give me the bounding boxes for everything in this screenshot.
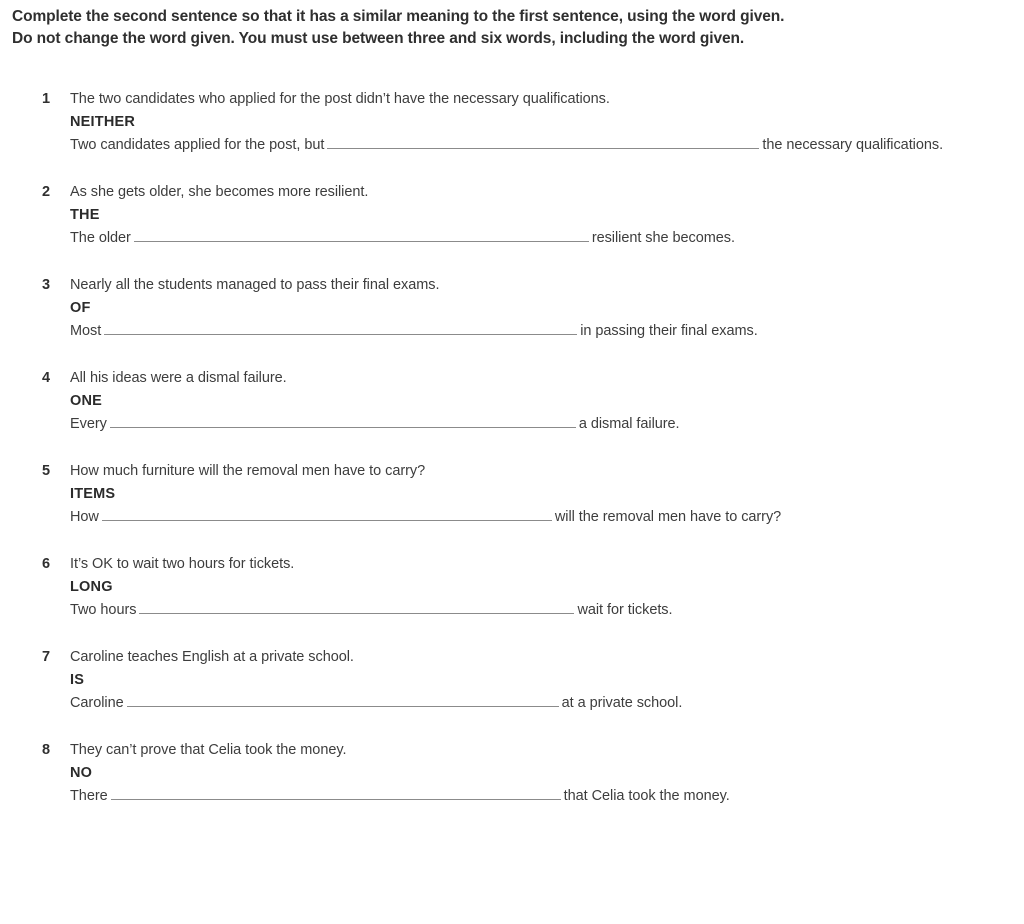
answer-text-after: the necessary qualifications.	[762, 137, 944, 153]
answer-text-before: Caroline	[70, 695, 124, 711]
question-item	[0, 460, 1024, 529]
answer-blank[interactable]	[104, 321, 577, 335]
question-item	[0, 553, 1024, 622]
answer-blank[interactable]	[102, 507, 552, 521]
answer-text-after: at a private school.	[561, 695, 683, 711]
answer-text-before: The older	[70, 230, 131, 246]
answer-blank[interactable]	[110, 414, 576, 428]
question-answer-line	[70, 227, 1024, 250]
question-prompt: As she gets older, she becomes more resilient.	[70, 184, 369, 200]
answer-blank[interactable]	[111, 786, 561, 800]
question-number: 1	[42, 91, 51, 107]
answer-text-after: will the removal men have to carry?	[554, 509, 782, 525]
answer-blank[interactable]	[134, 228, 589, 242]
instructions-line-1: Complete the second sentence so that it has a similar meaning to the first sentence, using the word given.	[12, 8, 785, 25]
answer-blank[interactable]	[327, 135, 759, 149]
answer-text-after: in passing their final exams.	[580, 323, 758, 339]
answer-text-before: Every	[70, 416, 107, 432]
question-keyword: ITEMS	[70, 486, 116, 502]
question-number: 5	[42, 463, 51, 479]
question-keyword: THE	[70, 207, 100, 223]
question-item	[0, 646, 1024, 715]
question-prompt: How much furniture will the removal men have to carry?	[70, 463, 426, 479]
question-prompt: The two candidates who applied for the post didn’t have the necessary qualifications.	[70, 91, 610, 107]
question-item	[0, 739, 1024, 808]
answer-text-before: There	[70, 788, 108, 804]
question-answer-line	[70, 785, 1024, 808]
question-number: 2	[42, 184, 51, 200]
question-item	[0, 88, 1024, 157]
answer-text-before: Most	[70, 323, 102, 339]
answer-blank[interactable]	[139, 600, 574, 614]
question-item	[0, 367, 1024, 436]
answer-text-after: wait for tickets.	[577, 602, 673, 618]
question-answer-line	[70, 506, 1024, 529]
answer-text-after: resilient she becomes.	[591, 230, 735, 246]
answer-text-after: a dismal failure.	[578, 416, 680, 432]
question-prompt: Nearly all the students managed to pass their final exams.	[70, 277, 440, 293]
answer-text-before: How	[70, 509, 99, 525]
question-keyword: IS	[70, 672, 85, 688]
instructions-line-2: Do not change the word given. You must use between three and six words, including the word given.	[12, 30, 745, 47]
question-number: 4	[42, 370, 51, 386]
question-answer-line	[70, 599, 1024, 622]
answer-text-after: that Celia took the money.	[563, 788, 730, 804]
question-item	[0, 181, 1024, 250]
question-prompt: Caroline teaches English at a private school.	[70, 649, 354, 665]
question-prompt: All his ideas were a dismal failure.	[70, 370, 287, 386]
instructions-block	[12, 6, 1012, 50]
question-item	[0, 274, 1024, 343]
question-keyword: OF	[70, 300, 91, 316]
question-keyword: NEITHER	[70, 114, 136, 130]
question-number: 6	[42, 556, 51, 572]
question-keyword: ONE	[70, 393, 103, 409]
question-number: 3	[42, 277, 51, 293]
question-answer-line	[70, 320, 1024, 343]
answer-blank[interactable]	[127, 693, 559, 707]
question-list	[0, 88, 1024, 832]
question-answer-line	[70, 692, 1024, 715]
question-keyword: LONG	[70, 579, 113, 595]
question-number: 8	[42, 742, 51, 758]
question-prompt: They can’t prove that Celia took the money.	[70, 742, 347, 758]
answer-text-before: Two hours	[70, 602, 137, 618]
question-answer-line	[70, 134, 1024, 157]
question-prompt: It’s OK to wait two hours for tickets.	[70, 556, 295, 572]
question-answer-line	[70, 413, 1024, 436]
question-keyword: NO	[70, 765, 93, 781]
question-number: 7	[42, 649, 51, 665]
answer-text-before: Two candidates applied for the post, but	[70, 137, 325, 153]
